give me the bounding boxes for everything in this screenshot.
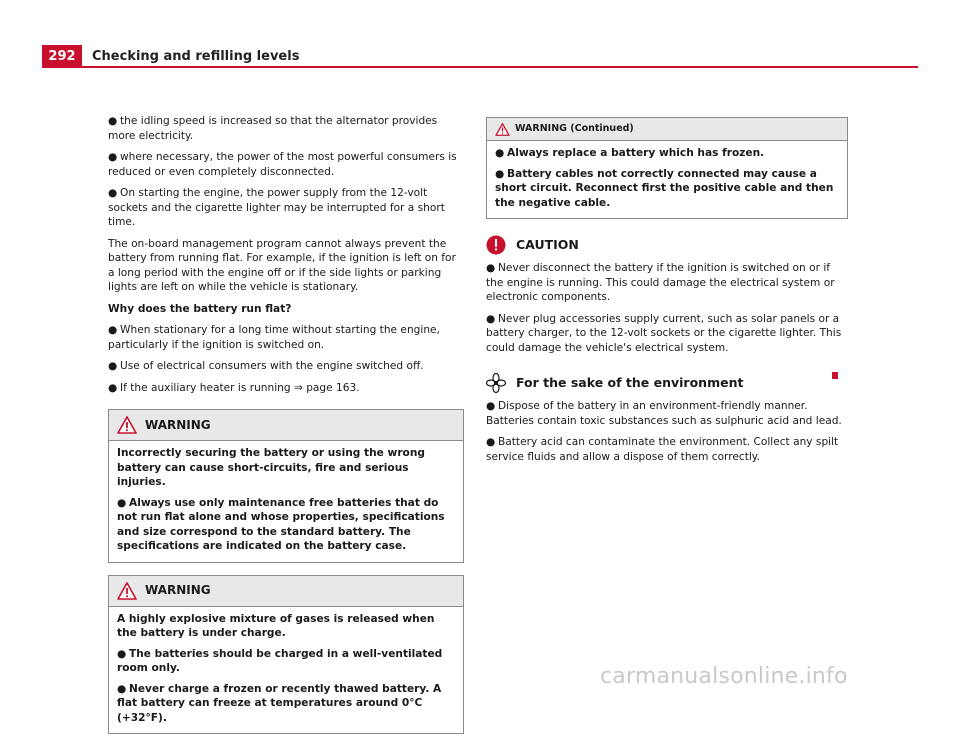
bullet-icon: ●: [108, 381, 118, 394]
bullet-icon: ●: [495, 167, 505, 180]
warning-title: WARNING: [145, 583, 211, 598]
warning-title: WARNING (Continued): [515, 122, 634, 134]
list-item: ● Never disconnect the battery if the ignition is switched on or if the engine is running. This could damage the electrical system or electronic components.: [486, 262, 835, 303]
bullet-icon: ●: [108, 151, 118, 163]
warning-body: A highly explosive mixture of gases is released when the battery is under charge. ● The batteries should be charged in a well-ventilated room only. ● Never charge a frozen or recently thawed battery. A flat battery can freeze at temperatures around 0°C (+32°F).: [109, 607, 463, 734]
page-title: Checking and refilling levels: [92, 49, 300, 64]
list-item: ● Never charge a frozen or recently thawed battery. A flat battery can freeze at temperatures around 0°C (+32°F).: [117, 682, 442, 724]
bullet-icon: ●: [117, 682, 127, 695]
bullet-icon: ●: [108, 324, 118, 336]
warning-body: [487, 141, 847, 218]
list-item: ● Battery acid can contaminate the environment. Collect any spilt service fluids and allow a dispose of them correctly.: [486, 436, 839, 463]
warning-header: [487, 118, 847, 141]
list-item: ● where necessary, the power of the most powerful consumers is reduced or even completely disconnected.: [108, 151, 457, 178]
flower-icon: [486, 373, 506, 393]
warning-triangle-icon: [117, 582, 137, 600]
right-column: [486, 117, 848, 471]
warning-header: [109, 410, 463, 441]
caution-header: [486, 235, 848, 255]
page-number: 292: [42, 45, 82, 68]
warning-title: WARNING: [145, 417, 211, 432]
warning-body: Incorrectly securing the battery or using the wrong battery can cause short-circuits, fire and serious injuries. ● Always use only maintenance free batteries that do not run flat alone and whose properties, specifications and size correspond to the standard battery. The specifications are indicated on the battery case.: [109, 441, 463, 562]
list-item: ● Always replace a battery which has frozen.: [495, 147, 765, 159]
left-column: [108, 114, 464, 746]
list-item: [108, 381, 464, 396]
header-rule: [82, 66, 918, 68]
list-item: ● the idling speed is increased so that the alternator provides more electricity.: [108, 115, 438, 142]
list-item: ● The batteries should be charged in a well-ventilated room only.: [117, 647, 443, 674]
exclamation-circle-icon: [486, 235, 506, 255]
list-item: ● On starting the engine, the power supply from the 12-volt sockets and the cigarette lighter may be interrupted for a short time.: [108, 187, 445, 228]
list-item: ● Dispose of the battery in an environment-friendly manner. Batteries contain toxic substances such as sulphuric acid and lead.: [486, 400, 842, 427]
subheading: Why does the battery run flat?: [108, 302, 292, 315]
warning-triangle-icon: [495, 123, 510, 136]
bullet-icon: ●: [486, 312, 496, 325]
bullet-icon: ●: [108, 187, 118, 199]
bullet-icon: ●: [117, 496, 127, 509]
bullet-icon: ●: [486, 400, 496, 412]
warning-box: [108, 409, 464, 563]
caution-title: CAUTION: [516, 236, 579, 252]
list-item: ● When stationary for a long time without starting the engine, particularly if the ignition is switched on.: [108, 324, 440, 351]
warning-triangle-icon: [117, 416, 137, 434]
warning-box: [108, 575, 464, 735]
list-item: ● Use of electrical consumers with the engine switched off.: [108, 360, 424, 372]
page-reference-link[interactable]: If the auxiliary heater is running ⇒ page 163.: [120, 381, 360, 394]
body-paragraph: The on-board management program cannot always prevent the battery from running flat. For example, if the ignition is left on for a long period with the engine off or if the side lights or parking lights are left on while the vehicle is stationary.: [108, 237, 456, 293]
list-item: ● Always use only maintenance free batteries that do not run flat alone and whose properties, specifications and size correspond to the standard battery. The specifications are indicated on the battery case.: [117, 496, 445, 552]
bullet-icon: ●: [486, 436, 496, 448]
bullet-icon: ●: [486, 262, 496, 274]
bullet-icon: ●: [108, 115, 118, 127]
warning-continued-box: [486, 117, 848, 219]
list-item: ● Never plug accessories supply current, such as solar panels or a battery charger, to the 12-volt sockets or the cigarette lighter. This could damage the vehicle's electrical system.: [486, 312, 842, 354]
warning-header: [109, 576, 463, 607]
environment-title: For the sake of the environment: [516, 374, 744, 390]
bullet-icon: ●: [495, 147, 505, 159]
watermark: carmanualsonline.info: [600, 664, 848, 689]
bullet-icon: ●: [108, 360, 118, 372]
environment-header: [486, 373, 848, 393]
list-item: ● Battery cables not correctly connected may cause a short circuit. Reconnect first the positive cable and then the negative cable.: [495, 167, 834, 209]
section-end-marker: [832, 372, 838, 379]
bullet-icon: ●: [117, 647, 127, 660]
